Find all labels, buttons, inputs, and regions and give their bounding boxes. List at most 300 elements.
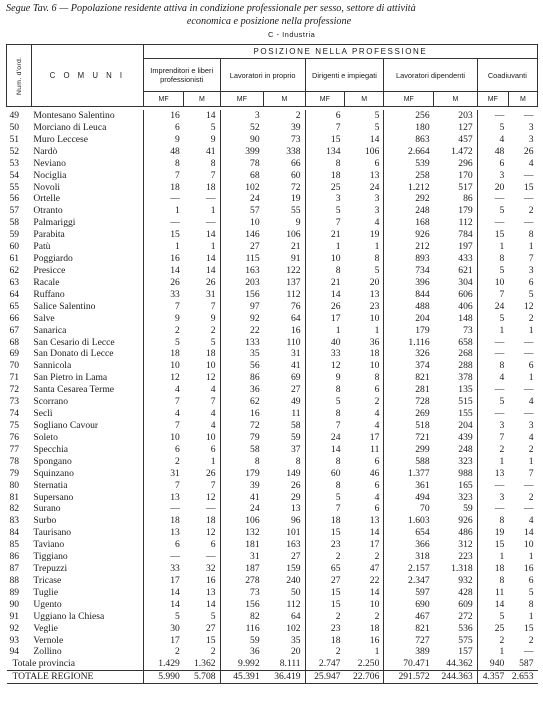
value-cell: 37: [291, 443, 301, 455]
value-cell: —: [477, 384, 508, 396]
value-cell: 39: [220, 480, 264, 492]
value-cell: 8: [528, 229, 534, 241]
value-cell: 4: [143, 384, 183, 396]
total-value: 2.653: [508, 671, 537, 684]
value-cell: 2: [143, 456, 183, 468]
value-cell: 7: [305, 122, 344, 134]
value-cell: 25: [477, 623, 508, 635]
value-cell: 299: [384, 444, 434, 456]
row-number: 79: [9, 467, 20, 479]
value-cell: 2: [528, 443, 534, 455]
row-number: 91: [9, 610, 20, 622]
value-cell: 24: [477, 301, 508, 313]
value-cell: 14: [477, 599, 508, 611]
total-value: 22.706: [344, 671, 383, 684]
value-cell: 1: [305, 325, 344, 337]
comune-name: San Pietro in Lama: [33, 372, 108, 384]
comune-name: Presicce: [33, 264, 66, 276]
table-caption-line2: economica e posizione nella professione: [186, 16, 352, 27]
row-number: 87: [9, 563, 20, 575]
value-cell: 41: [205, 145, 216, 157]
total-value: 940: [477, 658, 508, 670]
value-cell: 223: [458, 551, 473, 563]
value-cell: 256: [384, 110, 434, 122]
value-cell: 179: [458, 205, 473, 217]
value-cell: 156: [220, 289, 264, 301]
value-cell: 146: [220, 229, 264, 241]
value-cell: 9: [210, 133, 216, 145]
header-sub-0: MF: [143, 92, 183, 107]
value-cell: 18: [305, 170, 344, 182]
value-cell: 488: [384, 301, 434, 313]
row-number: 63: [9, 276, 20, 288]
value-cell: 14: [205, 110, 216, 121]
row-number: 76: [9, 431, 20, 443]
value-cell: 49: [291, 396, 301, 408]
row-number: 80: [9, 479, 20, 491]
value-cell: 7: [528, 467, 534, 479]
table-row: [7, 205, 538, 217]
value-cell: 15: [477, 229, 508, 241]
row-number: 81: [9, 491, 20, 503]
value-cell: 159: [286, 563, 301, 575]
value-cell: 12: [305, 360, 344, 372]
value-cell: 6: [528, 276, 534, 288]
value-cell: 72: [291, 181, 301, 193]
value-cell: 16: [205, 574, 216, 586]
comune-name: Muro Leccese: [33, 133, 88, 145]
value-cell: 654: [384, 527, 434, 539]
value-cell: 2: [374, 551, 380, 563]
value-cell: 27: [305, 575, 344, 587]
value-cell: 7: [143, 420, 183, 432]
value-cell: 2: [143, 325, 183, 337]
total-value: 1.429: [143, 658, 183, 670]
header-comuni: C O M U N I: [31, 45, 143, 107]
comune-name: Soleto: [33, 431, 58, 443]
value-cell: 101: [286, 527, 301, 539]
comune-name: Zollino: [33, 646, 62, 658]
value-cell: 1: [143, 205, 183, 217]
value-cell: 92: [220, 313, 264, 325]
value-cell: 4: [374, 491, 380, 503]
value-cell: 374: [384, 360, 434, 372]
comune-name: Ruffano: [33, 288, 65, 300]
table-row: [7, 456, 538, 468]
value-cell: 988: [458, 467, 473, 479]
value-cell: 269: [384, 408, 434, 420]
value-cell: 399: [220, 146, 264, 158]
value-cell: 3: [477, 492, 508, 504]
value-cell: 15: [143, 229, 183, 241]
comune-name: Sogliano Cavour: [33, 419, 99, 431]
value-cell: 14: [305, 289, 344, 301]
value-cell: 5: [528, 288, 534, 300]
value-cell: 4: [477, 372, 508, 384]
value-cell: 27: [205, 622, 216, 634]
value-cell: 4: [210, 384, 216, 396]
value-cell: 9: [305, 372, 344, 384]
value-cell: 272: [458, 610, 473, 622]
value-cell: 12: [205, 491, 216, 503]
table-row: [7, 480, 538, 492]
value-cell: 1: [143, 241, 183, 253]
value-cell: 35: [220, 348, 264, 360]
table-row: [7, 551, 538, 563]
value-cell: 2: [528, 205, 534, 217]
value-cell: 17: [143, 635, 183, 647]
value-cell: 6: [374, 479, 380, 491]
value-cell: 70: [384, 503, 434, 515]
value-cell: 12: [143, 372, 183, 384]
caption-lead: Segue Tav. 6: [6, 3, 57, 14]
comune-name: Trepuzzi: [33, 563, 68, 575]
value-cell: 378: [458, 372, 473, 384]
value-cell: 72: [220, 420, 264, 432]
value-cell: —: [205, 193, 216, 205]
value-cell: 304: [458, 276, 473, 288]
value-cell: 41: [291, 360, 301, 372]
value-cell: 14: [369, 133, 380, 145]
value-cell: 13: [143, 492, 183, 504]
value-cell: 31: [143, 468, 183, 480]
table-row: [7, 492, 538, 504]
table-row: [7, 503, 538, 515]
value-cell: 2: [143, 646, 183, 658]
value-cell: 2: [374, 610, 380, 622]
table-row: [7, 241, 538, 253]
value-cell: —: [477, 193, 508, 205]
value-cell: 6: [143, 122, 183, 134]
value-cell: 518: [384, 420, 434, 432]
value-cell: 1: [374, 324, 380, 336]
value-cell: 20: [477, 182, 508, 194]
value-cell: 20: [369, 276, 380, 288]
value-cell: 278: [220, 575, 264, 587]
comune-name: Salice Salentino: [33, 300, 96, 312]
value-cell: 14: [205, 253, 216, 265]
table-row: [7, 265, 538, 277]
value-cell: 47: [369, 563, 380, 575]
value-cell: 10: [523, 539, 534, 551]
value-cell: 91: [291, 253, 301, 265]
table-row: [7, 110, 538, 122]
row-number: 73: [9, 396, 20, 408]
value-cell: 2: [305, 611, 344, 623]
value-cell: 9: [143, 134, 183, 146]
value-cell: 2: [477, 444, 508, 456]
value-cell: 7: [477, 289, 508, 301]
value-cell: 2: [528, 634, 534, 646]
value-cell: 20: [291, 646, 301, 658]
comune-name: Racale: [33, 276, 60, 288]
value-cell: —: [523, 408, 534, 420]
value-cell: 5: [477, 611, 508, 623]
value-cell: 3: [528, 121, 534, 133]
value-cell: 59: [463, 503, 473, 515]
value-cell: 73: [220, 587, 264, 599]
value-cell: 137: [286, 276, 301, 288]
value-cell: —: [205, 503, 216, 515]
value-cell: 893: [384, 253, 434, 265]
table-row: [7, 646, 538, 658]
table-row: [7, 289, 538, 301]
row-number: 92: [9, 622, 20, 634]
value-cell: 69: [291, 372, 301, 384]
value-cell: 7: [143, 170, 183, 182]
value-cell: 486: [458, 527, 473, 539]
value-cell: 932: [458, 574, 473, 586]
value-cell: 8: [374, 372, 380, 384]
value-cell: 18: [143, 515, 183, 527]
value-cell: 844: [384, 289, 434, 301]
value-cell: 609: [458, 598, 473, 610]
value-cell: 24: [369, 181, 380, 193]
value-cell: 3: [220, 110, 264, 122]
value-cell: 784: [458, 229, 473, 241]
value-cell: 1.472: [451, 145, 473, 157]
value-cell: 116: [220, 623, 264, 635]
value-cell: 179: [220, 468, 264, 480]
comune-name: Vernole: [33, 634, 64, 646]
row-number: 71: [9, 372, 20, 384]
value-cell: 27: [291, 551, 301, 563]
value-cell: 4: [477, 134, 508, 146]
table-row: [7, 325, 538, 337]
table-row: [7, 408, 538, 420]
value-cell: 78: [220, 158, 264, 170]
value-cell: —: [477, 217, 508, 229]
table-row: [7, 122, 538, 134]
value-cell: 163: [220, 265, 264, 277]
value-cell: 23: [305, 623, 344, 635]
caption-title: — Popolazione residente attiva in condizione professionale per sesso, settore di attività: [59, 3, 416, 14]
value-cell: 14: [305, 444, 344, 456]
value-cell: 5: [477, 265, 508, 277]
value-cell: 204: [384, 313, 434, 325]
table-row: [7, 158, 538, 170]
value-cell: 1.116: [384, 337, 434, 349]
value-cell: 10: [305, 253, 344, 265]
total-value: 1.362: [193, 658, 216, 670]
value-cell: 62: [220, 396, 264, 408]
comune-name: Poggiardo: [33, 253, 73, 265]
value-cell: 9: [210, 312, 216, 324]
table-body: [7, 107, 538, 684]
value-cell: 1.318: [451, 563, 473, 575]
value-cell: 48: [143, 146, 183, 158]
value-cell: 26: [205, 276, 216, 288]
value-cell: 1: [477, 241, 508, 253]
row-number: 85: [9, 539, 20, 551]
value-cell: 40: [305, 337, 344, 349]
comune-name: San Donato di Lecce: [33, 348, 114, 360]
row-number: 54: [9, 169, 20, 181]
comune-name: Taurisano: [33, 527, 72, 539]
total-value: 25.947: [305, 671, 344, 684]
total-value: 45.391: [220, 671, 264, 684]
value-cell: 323: [458, 491, 473, 503]
value-cell: 33: [305, 348, 344, 360]
value-cell: 13: [205, 586, 216, 598]
value-cell: 6: [528, 574, 534, 586]
value-cell: 134: [305, 146, 344, 158]
value-cell: 26: [523, 145, 534, 157]
comune-name: Specchia: [33, 443, 69, 455]
value-cell: 10: [205, 360, 216, 372]
value-cell: 517: [458, 181, 473, 193]
value-cell: 11: [370, 443, 380, 455]
value-cell: 396: [384, 277, 434, 289]
value-cell: 406: [458, 300, 473, 312]
value-cell: 3: [477, 170, 508, 182]
comune-name: Nardò: [33, 145, 58, 157]
value-cell: 428: [458, 586, 473, 598]
value-cell: 312: [458, 539, 473, 551]
total-label: Totale provincia: [12, 658, 75, 670]
value-cell: 821: [384, 372, 434, 384]
comune-name: Ortelle: [33, 193, 61, 205]
value-cell: 19: [477, 527, 508, 539]
value-cell: 3: [374, 205, 380, 217]
value-cell: 14: [143, 599, 183, 611]
comune-name: Palmariggi: [33, 217, 76, 229]
total-value: 587: [519, 658, 534, 670]
value-cell: —: [523, 479, 534, 491]
row-number: 78: [9, 455, 20, 467]
value-cell: —: [523, 336, 534, 348]
value-cell: 10: [477, 277, 508, 289]
value-cell: 338: [286, 145, 301, 157]
row-number: 94: [9, 646, 20, 658]
table-row: [7, 360, 538, 372]
value-cell: 48: [477, 146, 508, 158]
value-cell: 536: [458, 622, 473, 634]
value-cell: 165: [458, 479, 473, 491]
value-cell: 281: [384, 384, 434, 396]
comune-name: Tiggiano: [33, 551, 68, 563]
comune-name: Seclì: [33, 408, 53, 420]
value-cell: 13: [143, 527, 183, 539]
header-group-0: Imprenditori e liberi professionisti: [143, 59, 220, 92]
value-cell: 7: [210, 396, 216, 408]
value-cell: 86: [463, 193, 473, 205]
value-cell: 10: [369, 598, 380, 610]
value-cell: 734: [384, 265, 434, 277]
comune-name: Novoli: [33, 181, 61, 193]
value-cell: 56: [220, 360, 264, 372]
value-cell: 156: [220, 599, 264, 611]
table-row: [7, 587, 538, 599]
value-cell: 575: [458, 634, 473, 646]
value-cell: 163: [286, 539, 301, 551]
value-cell: 240: [286, 574, 301, 586]
comune-name: Uggiano la Chiesa: [33, 610, 105, 622]
value-cell: 16: [523, 563, 534, 575]
value-cell: —: [477, 110, 508, 122]
row-number: 69: [9, 348, 20, 360]
value-cell: 10: [205, 431, 216, 443]
value-cell: 5: [305, 205, 344, 217]
table-row: [7, 444, 538, 456]
value-cell: 112: [458, 217, 473, 229]
value-cell: 21: [305, 277, 344, 289]
row-number: 66: [9, 312, 20, 324]
value-cell: 58: [220, 444, 264, 456]
value-cell: 6: [477, 158, 508, 170]
value-cell: 8: [477, 360, 508, 372]
value-cell: 155: [458, 408, 473, 420]
value-cell: 148: [458, 312, 473, 324]
value-cell: 258: [384, 170, 434, 182]
row-number: 67: [9, 324, 20, 336]
value-cell: 197: [458, 241, 473, 253]
header-sub-9: M: [508, 92, 537, 107]
comune-name: Squinzano: [33, 467, 74, 479]
value-cell: 5: [210, 121, 216, 133]
value-cell: 2: [374, 396, 380, 408]
value-cell: 10: [369, 360, 380, 372]
value-cell: 7: [210, 300, 216, 312]
header-group-3: Lavoratori dipendenti: [384, 59, 477, 92]
table-row: [7, 277, 538, 289]
total-value: 2.250: [357, 658, 380, 670]
value-cell: 1.212: [384, 182, 434, 194]
table-row: [7, 146, 538, 158]
value-cell: 9: [295, 217, 301, 229]
value-cell: —: [477, 348, 508, 360]
section-label: C - Industria: [268, 30, 316, 39]
header-group-4: Coadiuvanti: [477, 59, 537, 92]
value-cell: 1.603: [384, 515, 434, 527]
value-cell: 27: [220, 241, 264, 253]
table-row: [7, 134, 538, 146]
value-cell: 33: [143, 289, 183, 301]
value-cell: 4: [528, 515, 534, 527]
value-cell: 5: [374, 121, 380, 133]
total-provincia-row: [7, 658, 538, 670]
header-sub-3: M: [264, 92, 305, 107]
value-cell: —: [477, 408, 508, 420]
header-sub-7: M: [434, 92, 478, 107]
row-number: 90: [9, 598, 20, 610]
total-value: 5.708: [184, 671, 220, 684]
value-cell: 203: [220, 277, 264, 289]
row-number: 77: [9, 443, 20, 455]
value-cell: 4: [528, 157, 534, 169]
header-group-2: Dirigenti e impiegati: [305, 59, 384, 92]
comune-name: Santa Cesarea Terme: [33, 384, 115, 396]
value-cell: 157: [458, 646, 473, 658]
value-cell: 18: [205, 515, 216, 527]
comune-name: Sannicola: [33, 360, 72, 372]
value-cell: 25: [305, 182, 344, 194]
table-row: [7, 563, 538, 575]
header-sub-1: M: [184, 92, 220, 107]
total-value: 5.990: [143, 671, 183, 684]
value-cell: 18: [369, 348, 380, 360]
row-number: 83: [9, 515, 20, 527]
row-number: 84: [9, 527, 20, 539]
table-row: [7, 348, 538, 360]
comune-name: Nociglia: [33, 169, 67, 181]
value-cell: 39: [291, 121, 301, 133]
value-cell: 26: [143, 277, 183, 289]
row-number: 57: [9, 205, 20, 217]
value-cell: 5: [305, 396, 344, 408]
value-cell: 2: [210, 646, 216, 658]
value-cell: 366: [384, 539, 434, 551]
